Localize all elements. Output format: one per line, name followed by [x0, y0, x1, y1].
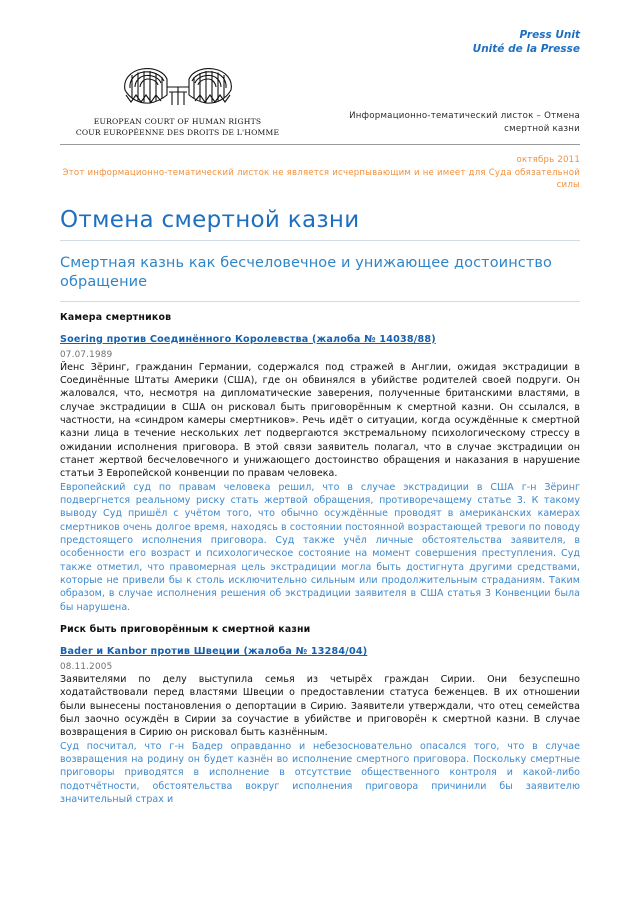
- case-section: [60, 311, 580, 615]
- section-heading: Риск быть приговорённым к смертной казни: [60, 624, 311, 636]
- header-caption: Информационно-тематический листок – Отмена смертной казни: [349, 111, 580, 134]
- title-divider: [60, 240, 580, 241]
- publication-date: октябрь 2011: [516, 155, 580, 165]
- case-date: 08.11.2005: [60, 662, 113, 673]
- subtitle-divider: [60, 301, 580, 302]
- page-title: Отмена смертной казни: [60, 206, 360, 233]
- case-link[interactable]: Soering против Соединённого Королевства (жалоба № 14038/88): [60, 333, 436, 345]
- press-unit-block: [60, 0, 580, 56]
- echr-logo-line-en: EUROPEAN COURT OF HUMAN RIGHTS: [93, 117, 262, 126]
- header-main: [60, 64, 580, 138]
- press-unit-fr: Unité de la Presse: [472, 43, 580, 55]
- echr-logo: [60, 64, 285, 138]
- disclaimer-note: Этот информационно-тематический листок не является исчерпывающим и не имеет для Суда обязательной силы: [62, 167, 580, 190]
- section-heading: Камера смертников: [60, 311, 172, 323]
- case-ruling: Суд посчитал, что г-н Бадер оправданно и небезосновательно опасался того, что в случае возвращения на родину он будет казнён во исполнение смертного приговора. Поскольку смертные приговоры приводятся в исполнение в отсутствие общественного контроля и какой-либо подотчётности, обстоятельства вокруг исполнения приговора причинили бы заявителю значительный страх и: [60, 740, 580, 806]
- echr-logo-line-fr: COUR EUROPÉENNE DES DROITS DE L'HOMME: [75, 127, 280, 137]
- case-date: 07.07.1989: [60, 349, 113, 360]
- disclaimer-block: [60, 154, 580, 192]
- header-divider: [60, 144, 580, 145]
- case-facts: Заявителями по делу выступила семья из четырёх граждан Сирии. Они безуспешно ходатайствовали перед властями Швеции о предоставлении статуса беженцев. В их отношении были вынесены постановления о депортации в Сирию. Заявители утверждали, что отец семейства был заочно осуждён в Сирии за соучастие в убийстве и приговорён к смертной казни. В случае возвращения в Сирию он рисковал быть казнённым.: [60, 674, 580, 739]
- case-link[interactable]: Bader и Kanbor против Швеции (жалоба № 13284/04): [60, 646, 368, 658]
- case-ruling: Европейский суд по правам человека решил, что в случае экстрадиции в США г-н Зёринг подвергнется реальному риску стать жертвой обращения, противоречащему статье 3. К такому выводу Суд пришёл с учётом того, что обычно осуждённые проводят в американских камерах смертников очень долгое время, находясь в состоянии постоянной возрастающей тревоги по поводу предстоящего исполнения приговора. Суд также учёл личные обстоятельства заявителя, в особенности его возраст и психологическое состояние на момент совершения преступления. Суд также отметил, что правомерная цель экстрадиции могла быть достигнута другими средствами, которые не привели бы к столь исключительно сильным или продолжительным страданиям. Таким образом, в случае исполнения решения об экстрадиции заявителя в США статья 3 Конвенции была бы нарушена.: [60, 481, 580, 613]
- press-unit-en: Press Unit: [519, 29, 580, 41]
- case-section: [60, 623, 580, 806]
- echr-emblem-icon: [112, 64, 244, 114]
- page-subtitle: Смертная казнь как бесчеловечное и унижающее достоинство обращение: [60, 254, 553, 290]
- case-facts: Йенс Зёринг, гражданин Германии, содержался под стражей в Англии, ожидая экстрадиции в Соединённые Штаты Америки (США), где он обвинялся в убийстве родителей своей подруги. Он жаловался, что, несмотря на дипломатические заверения, полученные британскими властями, в случае экстрадиции в США он рисковал быть приговорённым к смертной казни. Он ссылался, в частности, на «синдром камеры смертников». Речь идёт о ситуации, когда осуждённые к смертной казни лица в течение нескольких лет подвергаются экстремальному психологическому стрессу в ожидании исполнения приговора. В этой связи заявитель полагал, что в случае экстрадиции он станет жертвой бесчеловечного и унижающего достоинство обращения и наказания в нарушение статьи 3 Европейской конвенции по правам человека.: [60, 361, 580, 480]
